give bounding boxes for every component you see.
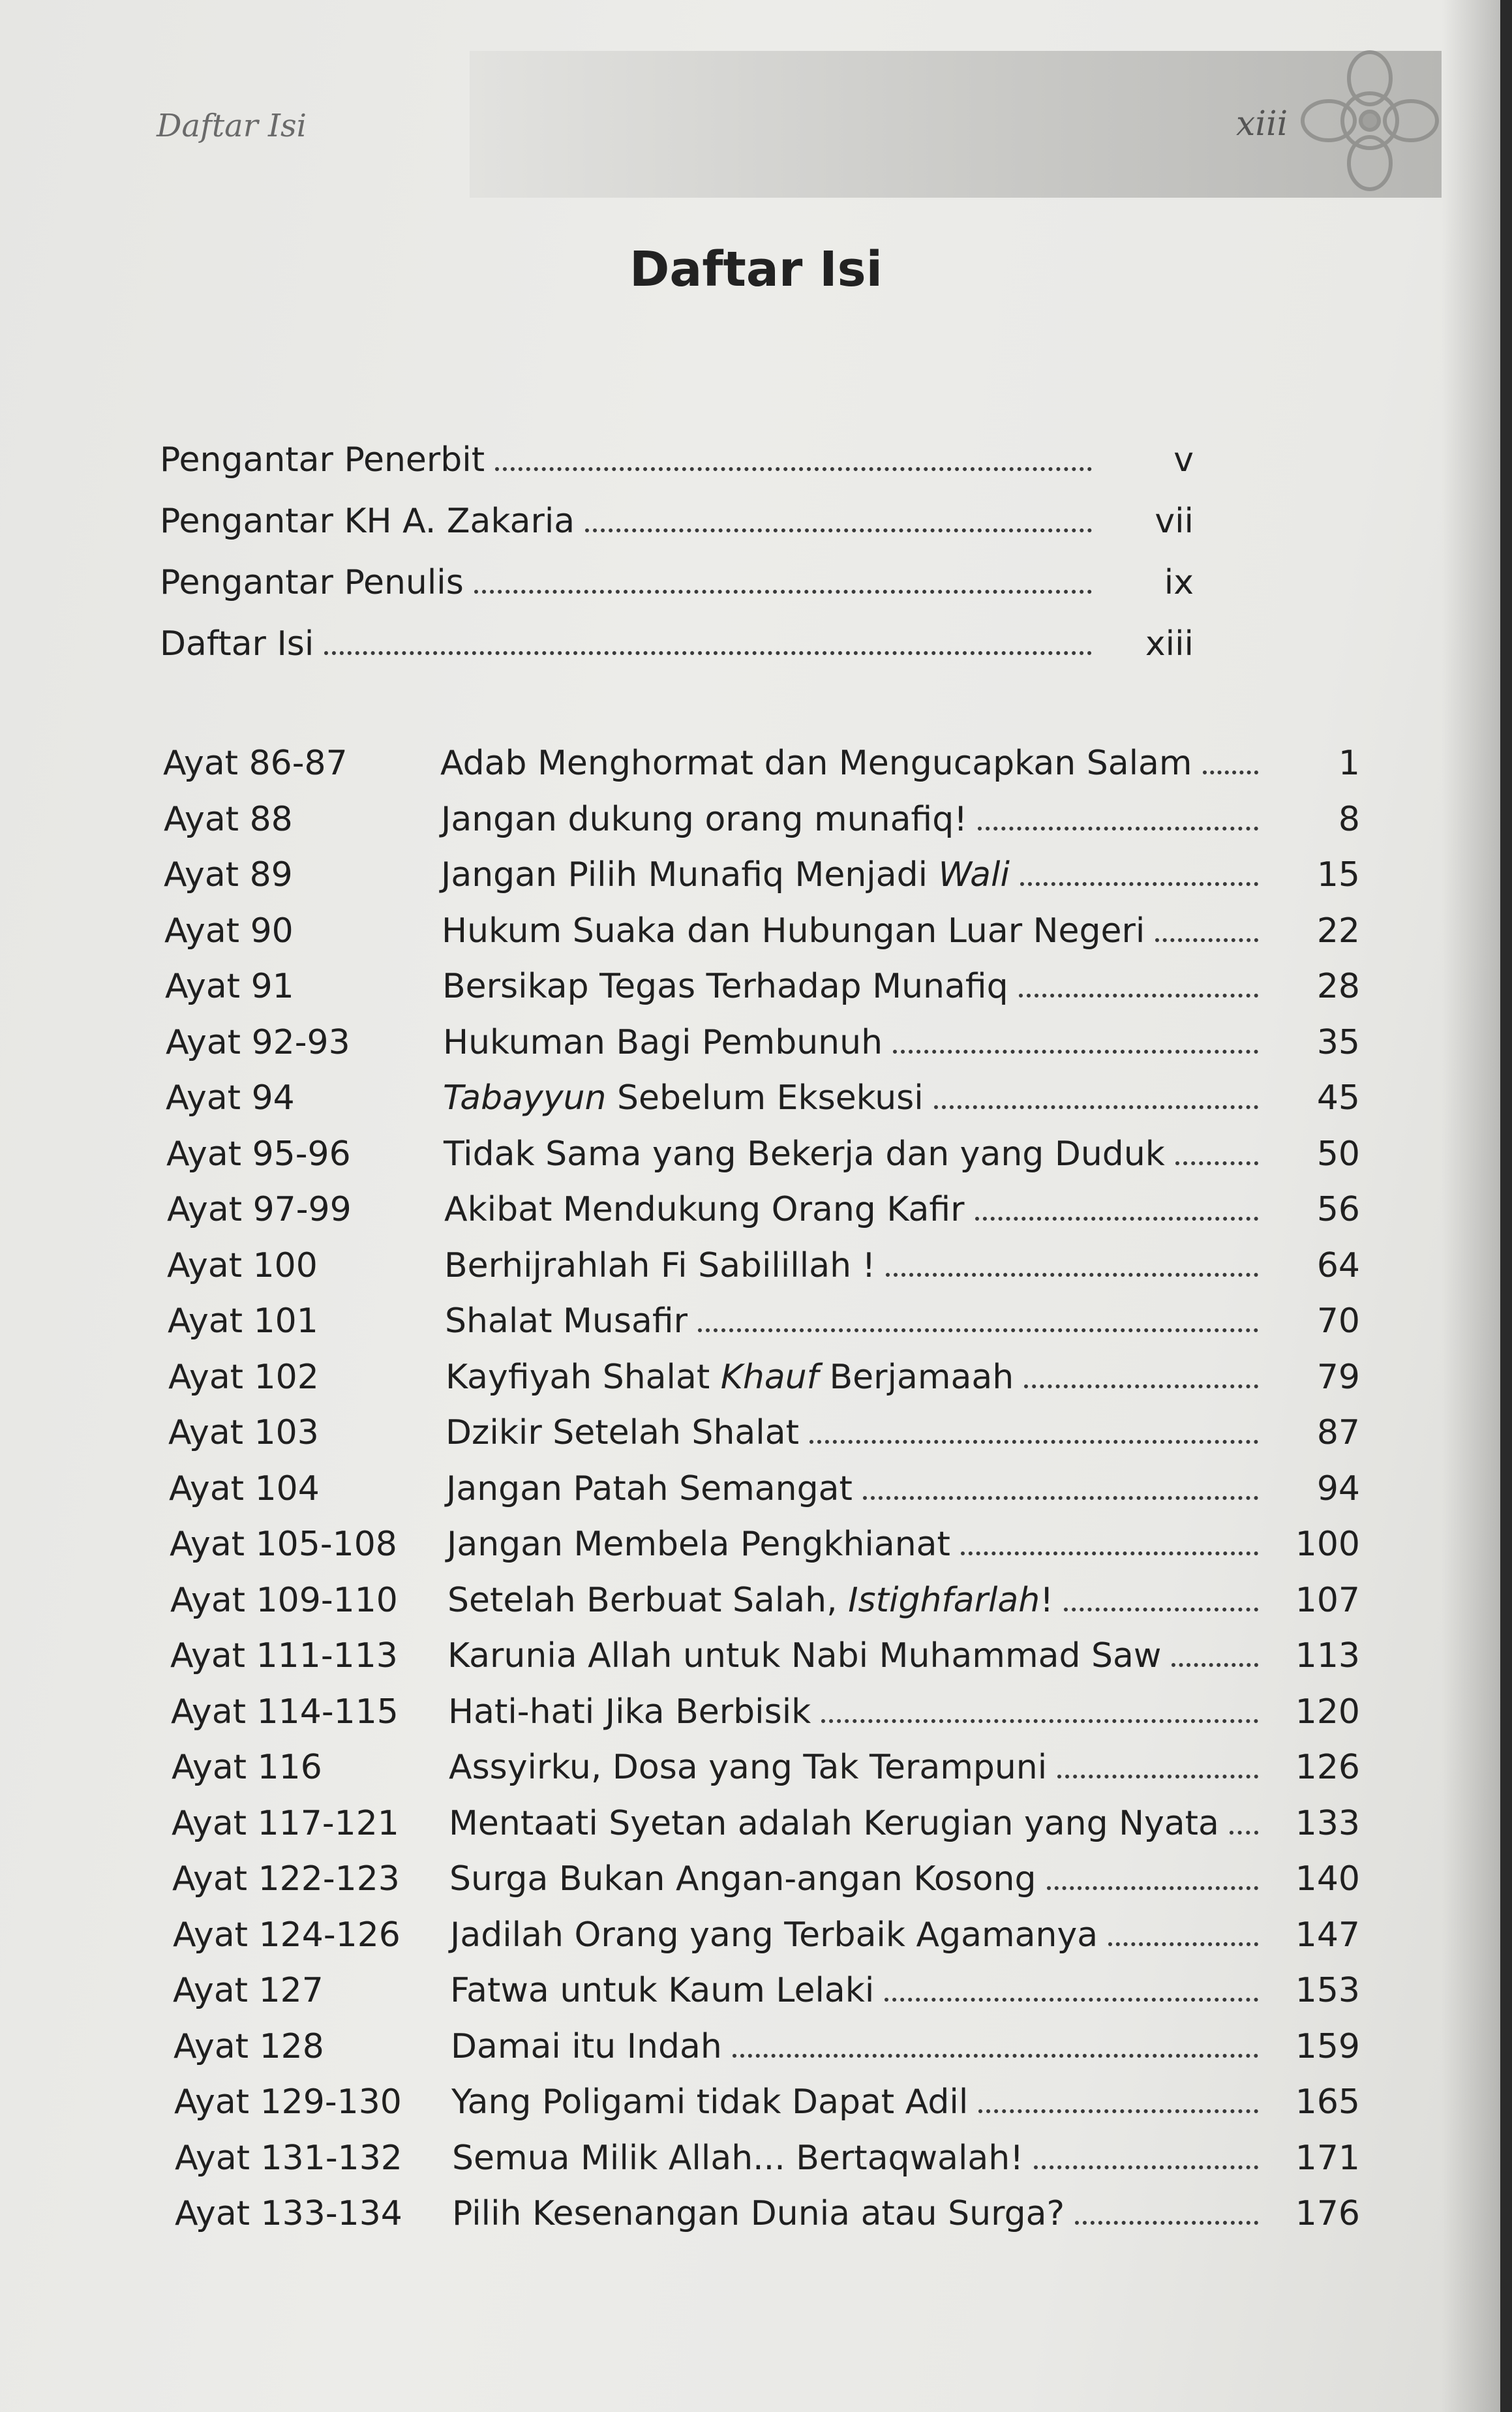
toc-ayat-label: Ayat 114-115 bbox=[171, 1692, 399, 1732]
dot-leader bbox=[1155, 938, 1258, 942]
toc-ayat-label: Ayat 91 bbox=[165, 967, 294, 1006]
toc-entry-row bbox=[170, 1525, 1360, 1565]
toc-entry-title: Damai itu Indah bbox=[451, 2026, 722, 2066]
toc-entry-title: Assyirku, Dosa yang Tak Terampuni bbox=[449, 1748, 1048, 1787]
toc-page-number: 70 bbox=[1316, 1302, 1360, 1341]
toc-ayat-label: Ayat 86-87 bbox=[163, 744, 348, 783]
toc-front-matter-row bbox=[160, 563, 1194, 603]
toc-page-number: 107 bbox=[1295, 1580, 1360, 1620]
toc-ayat-label: Ayat 92-93 bbox=[166, 1022, 350, 1062]
toc-entry-title: Pilih Kesenangan Dunia atau Surga? bbox=[452, 2194, 1065, 2233]
toc-entry-title: Adab Menghormat dan Mengucapkan Salam bbox=[440, 744, 1192, 783]
toc-entry-row bbox=[169, 1469, 1360, 1509]
toc-entry-row bbox=[164, 800, 1360, 840]
toc-page-number: v bbox=[1173, 440, 1194, 480]
toc-ayat-label: Ayat 102 bbox=[168, 1357, 319, 1397]
toc-entry-row bbox=[167, 1246, 1360, 1286]
toc-page-number: 159 bbox=[1295, 2026, 1360, 2066]
toc-page-number: 140 bbox=[1295, 1859, 1360, 1899]
toc-entry-title-italic: Tabayyun bbox=[443, 1078, 607, 1118]
toc-front-matter-row bbox=[160, 624, 1194, 664]
toc-ayat-label: Ayat 122-123 bbox=[172, 1859, 400, 1899]
dot-leader bbox=[863, 1496, 1258, 1500]
toc-entry-row bbox=[168, 1413, 1360, 1453]
dot-leader bbox=[495, 467, 1092, 471]
toc-entry-row bbox=[174, 2083, 1360, 2122]
toc-entry-title: Semua Milik Allah... Bertaqwalah! bbox=[452, 2138, 1024, 2178]
toc-entry-title: Mentaati Syetan adalah Kerugian yang Nyata bbox=[449, 1803, 1219, 1843]
toc-page-number: 15 bbox=[1316, 855, 1360, 894]
toc-entry-title: Yang Poligami tidak Dapat Adil bbox=[451, 2083, 969, 2122]
toc-entry-title: Hati-hati Jika Berbisik bbox=[448, 1692, 811, 1732]
dot-leader bbox=[885, 1998, 1258, 2002]
toc-entry-row bbox=[172, 1859, 1360, 1899]
dot-leader bbox=[1020, 882, 1258, 886]
toc-entry-row bbox=[165, 967, 1360, 1007]
dot-leader bbox=[978, 827, 1258, 831]
toc-ayat-label: Ayat 117-121 bbox=[172, 1803, 399, 1843]
toc-entry-title: Tabayyun Sebelum Eksekusi bbox=[443, 1078, 924, 1118]
toc-entry-row bbox=[164, 911, 1360, 951]
dot-leader bbox=[821, 1719, 1258, 1723]
toc-entry-title: Akibat Mendukung Orang Kafir bbox=[444, 1190, 965, 1229]
toc-entry-title: Bersikap Tegas Terhadap Munafiq bbox=[442, 967, 1008, 1006]
toc-ayat-label: Ayat 103 bbox=[168, 1413, 319, 1452]
running-title: Daftar Isi bbox=[157, 108, 307, 144]
toc-ayat-label: Ayat 100 bbox=[167, 1245, 318, 1285]
toc-entry-title: Pengantar Penulis bbox=[160, 563, 464, 602]
dot-leader bbox=[1175, 1161, 1258, 1165]
toc-ayat-label: Ayat 129-130 bbox=[174, 2083, 402, 2122]
toc-entry-title: Fatwa untuk Kaum Lelaki bbox=[450, 1971, 875, 2010]
page-title: Daftar Isi bbox=[629, 241, 883, 298]
toc-entry-row bbox=[167, 1190, 1360, 1230]
toc-page-number: 45 bbox=[1316, 1078, 1360, 1118]
dot-leader bbox=[961, 1551, 1258, 1555]
dot-leader bbox=[324, 651, 1092, 655]
dot-leader bbox=[1034, 2165, 1258, 2169]
toc-entry-title: Pengantar Penerbit bbox=[160, 440, 485, 480]
toc-page-number: 147 bbox=[1295, 1915, 1360, 1955]
toc-ayat-label: Ayat 105-108 bbox=[170, 1525, 397, 1564]
toc-entry-title: Berhijrahlah Fi Sabilillah ! bbox=[444, 1245, 876, 1285]
toc-entry-title: Jangan dukung orang munafiq! bbox=[441, 799, 968, 839]
toc-ayat-label: Ayat 111-113 bbox=[170, 1636, 398, 1675]
toc-page-number: 28 bbox=[1316, 967, 1360, 1006]
dot-leader bbox=[1075, 2221, 1258, 2225]
toc-page-number: 22 bbox=[1316, 911, 1360, 951]
floral-ornament-icon bbox=[1295, 46, 1445, 196]
toc-page-number: 165 bbox=[1295, 2083, 1360, 2122]
dot-leader bbox=[934, 1105, 1258, 1109]
toc-page-number: vii bbox=[1155, 502, 1194, 541]
toc-page-number: 176 bbox=[1295, 2194, 1360, 2233]
toc-entry-row bbox=[170, 1581, 1360, 1621]
toc-entry-title-italic: Istighfarlah bbox=[848, 1580, 1040, 1620]
toc-ayat-label: Ayat 124-126 bbox=[173, 1915, 401, 1955]
toc-ayat-label: Ayat 94 bbox=[166, 1078, 295, 1118]
toc-entry-row bbox=[175, 2194, 1360, 2234]
dot-leader bbox=[733, 2054, 1258, 2058]
toc-entry-title: Jangan Patah Semangat bbox=[446, 1469, 853, 1508]
page-edge-shadow bbox=[1442, 0, 1500, 2412]
dot-leader bbox=[698, 1328, 1258, 1332]
toc-entry-title: Jadilah Orang yang Terbaik Agamanya bbox=[450, 1915, 1098, 1955]
toc-entry-title: Dzikir Setelah Shalat bbox=[446, 1413, 799, 1452]
toc-page-number: 120 bbox=[1295, 1692, 1360, 1732]
toc-entry-row bbox=[166, 1078, 1360, 1118]
toc-page-number: xiii bbox=[1145, 624, 1194, 664]
toc-entry-row bbox=[173, 1971, 1360, 2011]
toc-entry-title: Shalat Musafir bbox=[445, 1302, 688, 1341]
dot-leader bbox=[975, 1217, 1258, 1221]
dot-leader bbox=[978, 2109, 1258, 2113]
toc-entry-title: Tidak Sama yang Bekerja dan yang Duduk bbox=[444, 1134, 1165, 1174]
toc-page-number: 56 bbox=[1316, 1190, 1360, 1229]
toc-entry-row bbox=[166, 1135, 1360, 1174]
dot-leader bbox=[1108, 1942, 1258, 1946]
dot-leader bbox=[1019, 994, 1258, 998]
toc-entry-row bbox=[174, 2027, 1360, 2067]
page-number: xiii bbox=[1236, 104, 1288, 144]
toc-entry-row bbox=[168, 1358, 1360, 1397]
toc-entry-title: Setelah Berbuat Salah, Istighfarlah! bbox=[447, 1580, 1054, 1620]
toc-page-number: 87 bbox=[1316, 1413, 1360, 1452]
toc-entry-row bbox=[163, 744, 1360, 784]
toc-ayat-label: Ayat 116 bbox=[172, 1748, 322, 1787]
toc-entry-title: Kayfiyah Shalat Khauf Berjamaah bbox=[446, 1357, 1014, 1397]
toc-page-number: 133 bbox=[1295, 1803, 1360, 1843]
toc-ayat-label: Ayat 128 bbox=[174, 2026, 324, 2066]
toc-entry-row bbox=[171, 1692, 1360, 1732]
toc-entry-title: Hukuman Bagi Pembunuh bbox=[443, 1022, 883, 1062]
toc-page-number: 153 bbox=[1295, 1971, 1360, 2010]
toc-entry-row bbox=[173, 1916, 1360, 1955]
toc-ayat-label: Ayat 101 bbox=[168, 1302, 318, 1341]
dot-leader bbox=[474, 590, 1092, 594]
toc-ayat-label: Ayat 104 bbox=[169, 1469, 320, 1508]
dot-leader bbox=[886, 1273, 1258, 1277]
toc-entry-row bbox=[175, 2139, 1360, 2178]
toc-page-number: 100 bbox=[1295, 1525, 1360, 1564]
dot-leader bbox=[893, 1050, 1258, 1054]
toc-entry-title: Hukum Suaka dan Hubungan Luar Negeri bbox=[442, 911, 1145, 951]
toc-entry-row bbox=[166, 1023, 1360, 1063]
toc-entry-title-italic: Wali bbox=[938, 855, 1010, 894]
dot-leader bbox=[585, 528, 1092, 532]
dot-leader bbox=[809, 1440, 1258, 1444]
dot-leader bbox=[1057, 1775, 1258, 1778]
dot-leader bbox=[1203, 771, 1258, 774]
toc-page-number: 94 bbox=[1316, 1469, 1360, 1508]
toc-entry-title: Daftar Isi bbox=[160, 624, 314, 664]
toc-front-matter-row bbox=[160, 502, 1194, 542]
toc-ayat-label: Ayat 90 bbox=[164, 911, 294, 951]
toc-ayat-label: Ayat 109-110 bbox=[170, 1580, 398, 1620]
toc-entry-title: Jangan Membela Pengkhianat bbox=[447, 1525, 950, 1564]
toc-ayat-label: Ayat 97-99 bbox=[167, 1190, 352, 1229]
toc-entry-title: Pengantar KH A. Zakaria bbox=[160, 502, 575, 541]
toc-entry-title-italic: Khauf bbox=[720, 1357, 819, 1397]
toc-ayat-label: Ayat 95-96 bbox=[166, 1134, 351, 1174]
dot-leader bbox=[1024, 1384, 1258, 1388]
toc-page-number: 50 bbox=[1316, 1134, 1360, 1174]
toc-page-number: 126 bbox=[1295, 1748, 1360, 1787]
toc-page-number: 79 bbox=[1316, 1357, 1360, 1397]
toc-page-number: 35 bbox=[1316, 1022, 1360, 1062]
toc-entry-row bbox=[168, 1302, 1360, 1341]
toc-ayat-label: Ayat 88 bbox=[164, 799, 293, 839]
toc-entry-title: Surga Bukan Angan-angan Kosong bbox=[449, 1859, 1036, 1899]
toc-entry-row bbox=[164, 855, 1360, 895]
dot-leader bbox=[1047, 1886, 1258, 1890]
toc-page-number: 64 bbox=[1316, 1245, 1360, 1285]
toc-ayat-label: Ayat 89 bbox=[164, 855, 293, 894]
toc-ayat-label: Ayat 131-132 bbox=[175, 2138, 402, 2178]
toc-page-number: 8 bbox=[1338, 799, 1360, 839]
toc-entry-title: Jangan Pilih Munafiq Menjadi Wali bbox=[441, 855, 1010, 894]
toc-entry-title: Karunia Allah untuk Nabi Muhammad Saw bbox=[447, 1636, 1162, 1675]
toc-page-number: 171 bbox=[1295, 2138, 1360, 2178]
toc-entry-row bbox=[172, 1804, 1360, 1844]
dot-leader bbox=[1230, 1831, 1258, 1835]
toc-ayat-label: Ayat 133-134 bbox=[175, 2194, 402, 2233]
toc-front-matter-row bbox=[160, 440, 1194, 480]
toc-page-number: 113 bbox=[1295, 1636, 1360, 1675]
toc-ayat-label: Ayat 127 bbox=[173, 1971, 324, 2010]
toc-entry-row bbox=[170, 1636, 1360, 1676]
dot-leader bbox=[1064, 1608, 1258, 1611]
toc-entry-row bbox=[172, 1748, 1360, 1788]
dot-leader bbox=[1172, 1663, 1258, 1667]
toc-page-number: ix bbox=[1164, 563, 1194, 602]
toc-page-number: 1 bbox=[1338, 744, 1360, 783]
